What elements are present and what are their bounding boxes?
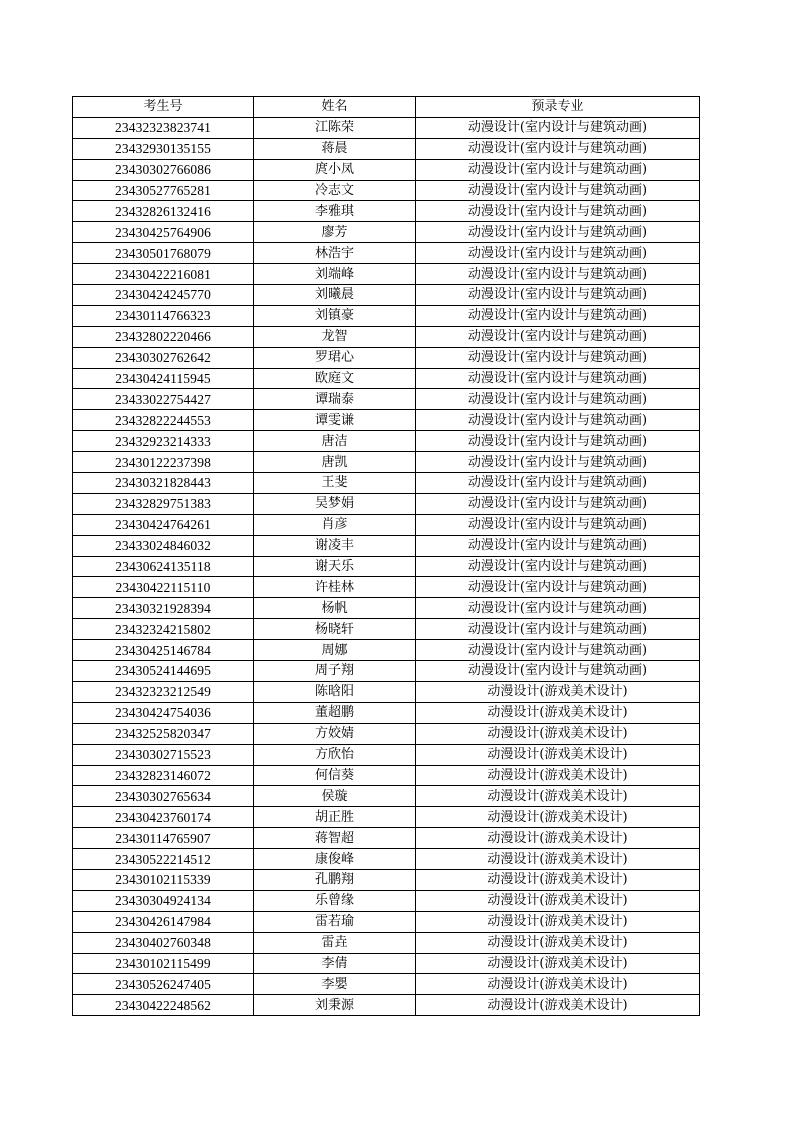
table-row <box>73 765 700 786</box>
major-cell: 动漫设计(室内设计与建筑动画) <box>416 347 700 368</box>
student-name-cell: 欧庭文 <box>254 368 416 389</box>
major-cell: 动漫设计(室内设计与建筑动画) <box>416 138 700 159</box>
table-row <box>73 159 700 180</box>
table-row <box>73 849 700 870</box>
table-row <box>73 577 700 598</box>
exam-number-cell: 23432323823741 <box>73 117 254 138</box>
major-cell: 动漫设计(室内设计与建筑动画) <box>416 243 700 264</box>
table-row <box>73 389 700 410</box>
exam-number-cell: 23430423760174 <box>73 807 254 828</box>
student-name-cell: 刘秉源 <box>254 995 416 1016</box>
student-name-cell: 林浩宇 <box>254 243 416 264</box>
exam-number-cell: 23432525820347 <box>73 723 254 744</box>
major-cell: 动漫设计(室内设计与建筑动画) <box>416 222 700 243</box>
exam-number-cell: 23430422216081 <box>73 264 254 285</box>
table-row <box>73 180 700 201</box>
student-name-cell: 董超鹏 <box>254 702 416 723</box>
student-name-cell: 方欣怡 <box>254 744 416 765</box>
table-row <box>73 619 700 640</box>
major-cell: 动漫设计(室内设计与建筑动画) <box>416 514 700 535</box>
table-row <box>73 786 700 807</box>
major-cell: 动漫设计(游戏美术设计) <box>416 995 700 1016</box>
major-cell: 动漫设计(室内设计与建筑动画) <box>416 180 700 201</box>
student-name-cell: 庹小凤 <box>254 159 416 180</box>
student-name-cell: 廖芳 <box>254 222 416 243</box>
student-name-cell: 刘镇豪 <box>254 305 416 326</box>
exam-number-cell: 23430624135118 <box>73 556 254 577</box>
major-cell: 动漫设计(室内设计与建筑动画) <box>416 452 700 473</box>
major-cell: 动漫设计(室内设计与建筑动画) <box>416 577 700 598</box>
major-cell: 动漫设计(游戏美术设计) <box>416 681 700 702</box>
student-name-cell: 龙智 <box>254 326 416 347</box>
major-cell: 动漫设计(游戏美术设计) <box>416 953 700 974</box>
major-cell: 动漫设计(游戏美术设计) <box>416 702 700 723</box>
student-name-cell: 谢天乐 <box>254 556 416 577</box>
student-name-cell: 许桂林 <box>254 577 416 598</box>
table-row <box>73 995 700 1016</box>
exam-number-cell: 23430122237398 <box>73 452 254 473</box>
student-name-cell: 冷志文 <box>254 180 416 201</box>
major-cell: 动漫设计(室内设计与建筑动画) <box>416 473 700 494</box>
student-name-cell: 胡正胜 <box>254 807 416 828</box>
exam-number-cell: 23430402760348 <box>73 932 254 953</box>
student-name-cell: 李雅琪 <box>254 201 416 222</box>
table-row <box>73 117 700 138</box>
student-name-cell: 周子翔 <box>254 661 416 682</box>
header-row <box>73 97 700 118</box>
table-row <box>73 869 700 890</box>
major-cell: 动漫设计(室内设计与建筑动画) <box>416 368 700 389</box>
table-row <box>73 326 700 347</box>
student-name-cell: 谢凌丰 <box>254 535 416 556</box>
student-name-cell: 雷若瑜 <box>254 911 416 932</box>
table-row <box>73 744 700 765</box>
student-name-cell: 蒋晨 <box>254 138 416 159</box>
student-name-cell: 王斐 <box>254 473 416 494</box>
student-name-cell: 乐曾缘 <box>254 890 416 911</box>
major-cell: 动漫设计(游戏美术设计) <box>416 974 700 995</box>
major-cell: 动漫设计(游戏美术设计) <box>416 932 700 953</box>
student-name-cell: 孔鹏翔 <box>254 869 416 890</box>
exam-number-cell: 23430304924134 <box>73 890 254 911</box>
major-cell: 动漫设计(游戏美术设计) <box>416 765 700 786</box>
exam-number-cell: 23430321828443 <box>73 473 254 494</box>
table-row <box>73 138 700 159</box>
major-cell: 动漫设计(游戏美术设计) <box>416 869 700 890</box>
exam-number-cell: 23430102115499 <box>73 953 254 974</box>
table-row <box>73 723 700 744</box>
student-name-cell: 唐凯 <box>254 452 416 473</box>
major-cell: 动漫设计(游戏美术设计) <box>416 786 700 807</box>
major-cell: 动漫设计(室内设计与建筑动画) <box>416 535 700 556</box>
exam-number-cell: 23430425146784 <box>73 640 254 661</box>
student-name-cell: 刘曦晨 <box>254 285 416 306</box>
major-cell: 动漫设计(室内设计与建筑动画) <box>416 619 700 640</box>
exam-number-cell: 23430527765281 <box>73 180 254 201</box>
table-row <box>73 243 700 264</box>
table-row <box>73 702 700 723</box>
exam-number-cell: 23430424764261 <box>73 514 254 535</box>
exam-number-cell: 23432829751383 <box>73 493 254 514</box>
exam-number-cell: 23433022754427 <box>73 389 254 410</box>
table-row <box>73 598 700 619</box>
exam-number-cell: 23432324215802 <box>73 619 254 640</box>
student-name-cell: 杨帆 <box>254 598 416 619</box>
table-row <box>73 953 700 974</box>
student-name-cell: 方姣婧 <box>254 723 416 744</box>
table-row <box>73 932 700 953</box>
student-name-cell: 谭瑞泰 <box>254 389 416 410</box>
exam-number-cell: 23430114765907 <box>73 828 254 849</box>
table-row <box>73 410 700 431</box>
table-row <box>73 681 700 702</box>
exam-number-cell: 23430422115110 <box>73 577 254 598</box>
major-cell: 动漫设计(室内设计与建筑动画) <box>416 326 700 347</box>
exam-number-cell: 23430424245770 <box>73 285 254 306</box>
exam-number-cell: 23430522214512 <box>73 849 254 870</box>
exam-number-cell: 23433024846032 <box>73 535 254 556</box>
table-row <box>73 514 700 535</box>
table-body <box>73 117 700 1015</box>
exam-number-cell: 23430426147984 <box>73 911 254 932</box>
table-row <box>73 368 700 389</box>
exam-number-cell: 23430302715523 <box>73 744 254 765</box>
major-cell: 动漫设计(室内设计与建筑动画) <box>416 159 700 180</box>
exam-number-cell: 23432822244553 <box>73 410 254 431</box>
exam-number-cell: 23430302765634 <box>73 786 254 807</box>
exam-number-cell: 23432802220466 <box>73 326 254 347</box>
major-cell: 动漫设计(室内设计与建筑动画) <box>416 389 700 410</box>
exam-number-cell: 23430526247405 <box>73 974 254 995</box>
table-row <box>73 807 700 828</box>
major-cell: 动漫设计(游戏美术设计) <box>416 828 700 849</box>
exam-number-cell: 23430302762642 <box>73 347 254 368</box>
exam-number-cell: 23432923214333 <box>73 431 254 452</box>
major-cell: 动漫设计(室内设计与建筑动画) <box>416 264 700 285</box>
student-name-cell: 唐洁 <box>254 431 416 452</box>
table-row <box>73 911 700 932</box>
exam-number-cell: 23430302766086 <box>73 159 254 180</box>
student-name-cell: 康俊峰 <box>254 849 416 870</box>
major-cell: 动漫设计(游戏美术设计) <box>416 890 700 911</box>
table-row <box>73 201 700 222</box>
exam-number-cell: 23432826132416 <box>73 201 254 222</box>
student-name-cell: 罗珺心 <box>254 347 416 368</box>
major-cell: 动漫设计(室内设计与建筑动画) <box>416 201 700 222</box>
student-name-cell: 侯璇 <box>254 786 416 807</box>
major-cell: 动漫设计(室内设计与建筑动画) <box>416 661 700 682</box>
exam-number-cell: 23430102115339 <box>73 869 254 890</box>
exam-number-cell: 23430422248562 <box>73 995 254 1016</box>
exam-number-cell: 23430321928394 <box>73 598 254 619</box>
major-cell: 动漫设计(室内设计与建筑动画) <box>416 117 700 138</box>
exam-number-cell: 23430501768079 <box>73 243 254 264</box>
table-row <box>73 640 700 661</box>
exam-number-cell: 23430114766323 <box>73 305 254 326</box>
table-header <box>73 97 700 118</box>
table-row <box>73 473 700 494</box>
major-cell: 动漫设计(游戏美术设计) <box>416 849 700 870</box>
student-name-cell: 吴梦娟 <box>254 493 416 514</box>
major-cell: 动漫设计(室内设计与建筑动画) <box>416 410 700 431</box>
student-name-cell: 陈晗阳 <box>254 681 416 702</box>
student-name-cell: 李嬰 <box>254 974 416 995</box>
major-cell: 动漫设计(游戏美术设计) <box>416 807 700 828</box>
major-cell: 动漫设计(室内设计与建筑动画) <box>416 285 700 306</box>
table-row <box>73 890 700 911</box>
table-row <box>73 305 700 326</box>
exam-number-cell: 23430424754036 <box>73 702 254 723</box>
student-name-cell: 江陈荣 <box>254 117 416 138</box>
table-row <box>73 493 700 514</box>
major-cell: 动漫设计(室内设计与建筑动画) <box>416 640 700 661</box>
major-cell: 动漫设计(游戏美术设计) <box>416 744 700 765</box>
student-name-cell: 蒋智超 <box>254 828 416 849</box>
table-row <box>73 828 700 849</box>
student-name-cell: 何信葵 <box>254 765 416 786</box>
header-major: 预录专业 <box>416 97 700 118</box>
student-name-cell: 雷垚 <box>254 932 416 953</box>
table-row <box>73 535 700 556</box>
table-row <box>73 347 700 368</box>
table-row <box>73 222 700 243</box>
major-cell: 动漫设计(游戏美术设计) <box>416 723 700 744</box>
exam-number-cell: 23432930135155 <box>73 138 254 159</box>
student-name-cell: 李倩 <box>254 953 416 974</box>
major-cell: 动漫设计(游戏美术设计) <box>416 911 700 932</box>
major-cell: 动漫设计(室内设计与建筑动画) <box>416 431 700 452</box>
exam-number-cell: 23430524144695 <box>73 661 254 682</box>
major-cell: 动漫设计(室内设计与建筑动画) <box>416 493 700 514</box>
student-name-cell: 肖彦 <box>254 514 416 535</box>
header-exam-number: 考生号 <box>73 97 254 118</box>
exam-number-cell: 23432823146072 <box>73 765 254 786</box>
exam-number-cell: 23430424115945 <box>73 368 254 389</box>
table-row <box>73 264 700 285</box>
student-name-cell: 谭雯谦 <box>254 410 416 431</box>
table-row <box>73 661 700 682</box>
student-name-cell: 杨晓轩 <box>254 619 416 640</box>
table-row <box>73 974 700 995</box>
major-cell: 动漫设计(室内设计与建筑动画) <box>416 305 700 326</box>
table-row <box>73 452 700 473</box>
student-name-cell: 刘端峰 <box>254 264 416 285</box>
major-cell: 动漫设计(室内设计与建筑动画) <box>416 598 700 619</box>
header-name: 姓名 <box>254 97 416 118</box>
admission-table <box>72 96 700 1016</box>
table-row <box>73 431 700 452</box>
major-cell: 动漫设计(室内设计与建筑动画) <box>416 556 700 577</box>
table-row <box>73 285 700 306</box>
exam-number-cell: 23430425764906 <box>73 222 254 243</box>
exam-number-cell: 23432323212549 <box>73 681 254 702</box>
student-name-cell: 周娜 <box>254 640 416 661</box>
table-row <box>73 556 700 577</box>
